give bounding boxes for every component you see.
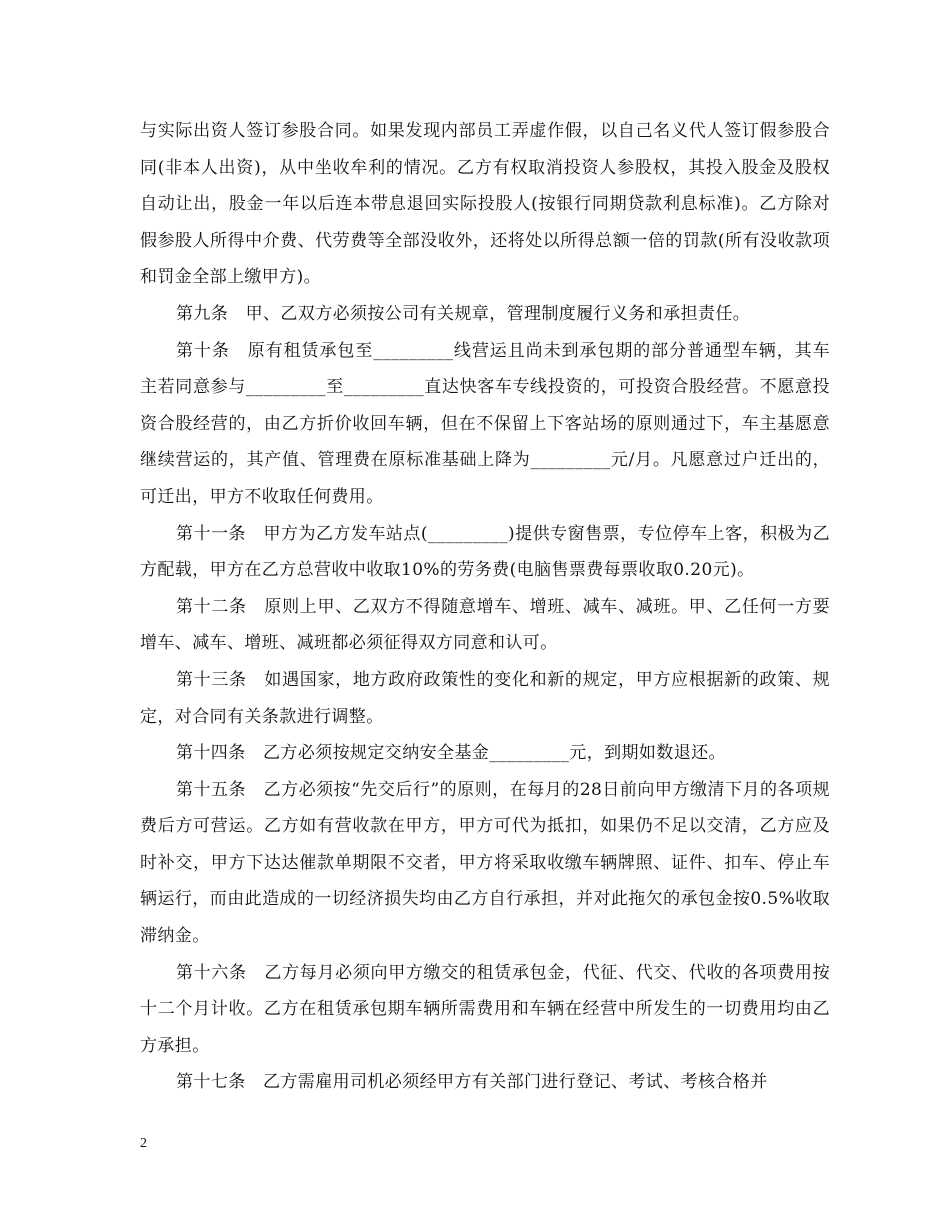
paragraph-article-10: 第十条 原有租赁承包至_________线营运且尚未到承包期的部分普通型车辆，其车主若同意参与_________至_________直达快客车专线投资的，可投资合股经营。不愿意投资合股经营的，由乙方折价收回车辆，但在不保留上下客站场的原则通过下，车主基愿意继续营运的，其产值、管理费在原标准基础上降为_________元/月。凡愿意过户迁出的，可迁出，甲方不收取任何费用。: [140, 340, 830, 507]
paragraph-article-14: 第十四条 乙方必须按规定交纳安全基金_________元，到期如数退还。: [176, 743, 726, 764]
paragraph-article-13: 第十三条 如遇国家，地方政府政策性的变化和新的规定，甲方应根据新的政策、规定，对合同有关条款进行调整。: [140, 669, 830, 727]
paragraph-article-11: 第十一条 甲方为乙方发车站点(_________)提供专窗售票，专位停车上客，积极为乙方配载，甲方在乙方总营收中收取10%的劳务费(电脑售票费每票收取0.20元)。: [140, 523, 830, 581]
document-body: [140, 113, 830, 1101]
page-number: 2: [140, 1136, 147, 1151]
paragraph-article-12: 第十二条 原则上甲、乙双方不得随意增车、增班、减车、减班。甲、乙任何一方要增车、减车、增班、减班都必须征得双方同意和认可。: [140, 596, 830, 654]
paragraph-continuation: 与实际出资人签订参股合同。如果发现内部员工弄虚作假，以自己名义代人签订假参股合同(非本人出资)，从中坐收牟利的情况。乙方有权取消投资人参股权，其投入股金及股权自动让出，股金一年以后连本带息退回实际投股人(按银行同期贷款利息标准)。乙方除对假参股人所得中介费、代劳费等全部没收外，还将处以所得总额一倍的罚款(所有没收款项和罚金全部上缴甲方)。: [140, 121, 830, 288]
paragraph-article-15: 第十五条 乙方必须按“先交后行”的原则，在每月的28日前向甲方缴清下月的各项规费后方可营运。乙方如有营收款在甲方，甲方可代为抵扣，如果仍不足以交清，乙方应及时补交，甲方下达达催款单期限不交者，甲方将采取收缴车辆牌照、证件、扣车、停止车辆运行，而由此造成的一切经济损失均由乙方自行承担，并对此拖欠的承包金按0.5%收取滞纳金。: [140, 779, 830, 947]
paragraph-article-16: 第十六条 乙方每月必须向甲方缴交的租赁承包金，代征、代交、代收的各项费用按十二个月计收。乙方在租赁承包期车辆所需费用和车辆在经营中所发生的一切费用均由乙方承担。: [140, 962, 830, 1056]
paragraph-article-17: 第十七条 乙方需雇用司机必须经甲方有关部门进行登记、考试、考核合格并: [176, 1072, 768, 1093]
paragraph-article-9: 第九条 甲、乙双方必须按公司有关规章，管理制度履行义务和承担责任。: [176, 303, 751, 324]
